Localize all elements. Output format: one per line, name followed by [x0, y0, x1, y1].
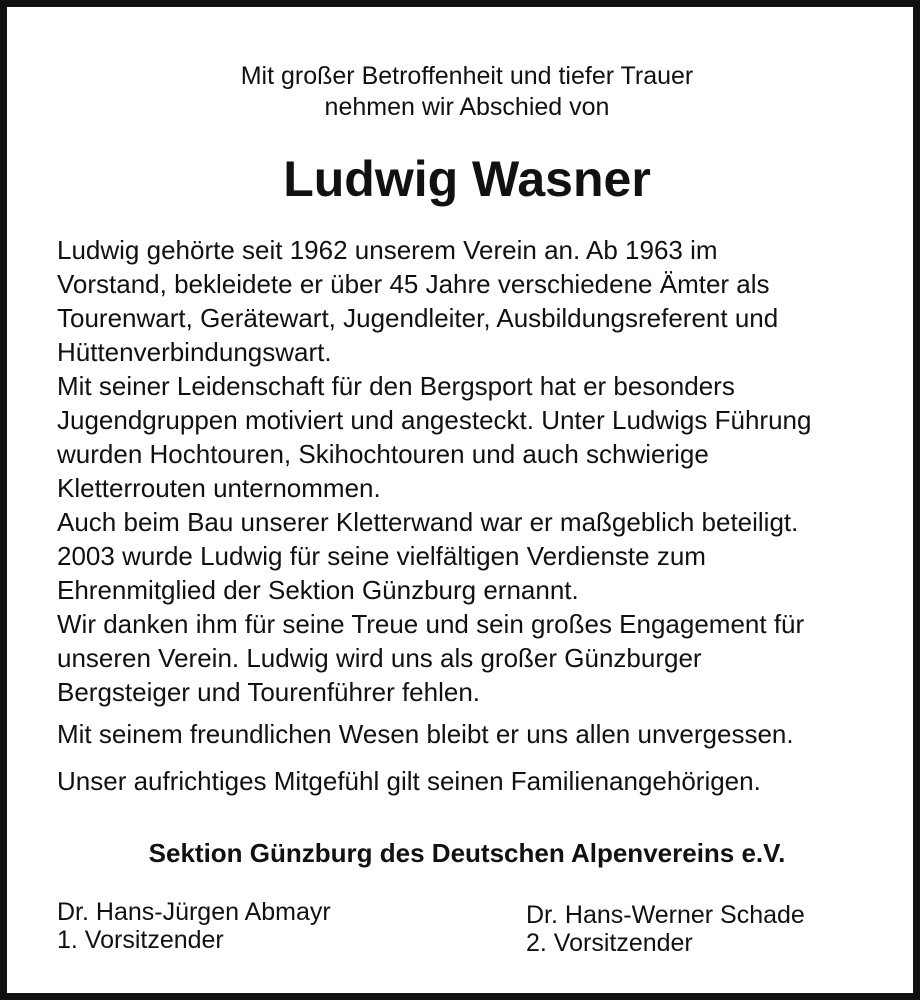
intro-line-2: nehmen wir Abschied von	[324, 93, 610, 121]
tribute-line: Jugendgruppen motiviert und angesteckt. Unter Ludwigs Führung	[57, 405, 812, 435]
tribute-line: unseren Verein. Ludwig wird uns als großer Günzburger	[57, 643, 702, 673]
memory-sentence	[57, 717, 897, 751]
organization-name: Sektion Günzburg des Deutschen Alpenvereins e.V.	[148, 838, 786, 868]
signatory-role: 2. Vorsitzender	[526, 929, 693, 957]
tribute-line: Hüttenverbindungswart.	[57, 337, 332, 367]
condolence-sentence	[57, 764, 897, 798]
memory-line: Mit seinem freundlichen Wesen bleibt er uns allen unvergessen.	[57, 719, 794, 749]
tribute-line: Auch beim Bau unserer Kletterwand war er maßgeblich beteiligt.	[57, 507, 799, 537]
signatory-name: Dr. Hans-Jürgen Abmayr	[57, 898, 331, 926]
tribute-line: Wir danken ihm für seine Treue und sein großes Engagement für	[57, 609, 805, 639]
tribute-line: Ludwig gehörte seit 1962 unserem Verein an. Ab 1963 im	[57, 235, 718, 265]
signatory-role: 1. Vorsitzender	[57, 926, 224, 954]
condolence-line: Unser aufrichtiges Mitgefühl gilt seinen Familienangehörigen.	[57, 766, 761, 796]
intro-text	[7, 61, 920, 123]
tribute-line: Bergsteiger und Tourenführer fehlen.	[57, 677, 481, 707]
signatory-name: Dr. Hans-Werner Schade	[526, 901, 805, 929]
tribute-line: Kletterrouten unternommen.	[57, 473, 381, 503]
deceased-name: Ludwig Wasner	[283, 151, 651, 207]
signatory-1	[57, 898, 331, 954]
tribute-line: 2003 wurde Ludwig für seine vielfältigen Verdienste zum	[57, 541, 706, 571]
tribute-paragraph	[57, 233, 897, 709]
signatory-2	[526, 901, 805, 957]
tribute-line: Vorstand, bekleidete er über 45 Jahre verschiedene Ämter als	[57, 269, 770, 299]
tribute-line: wurden Hochtouren, Skihochtouren und auch schwierige	[57, 439, 709, 469]
tribute-line: Ehrenmitglied der Sektion Günzburg ernannt.	[57, 575, 579, 605]
intro-line-1: Mit großer Betroffenheit und tiefer Trauer	[240, 62, 694, 90]
tribute-line: Mit seiner Leidenschaft für den Bergsport hat er besonders	[57, 371, 735, 401]
tribute-line: Tourenwart, Gerätewart, Jugendleiter, Ausbildungsreferent und	[57, 303, 779, 333]
